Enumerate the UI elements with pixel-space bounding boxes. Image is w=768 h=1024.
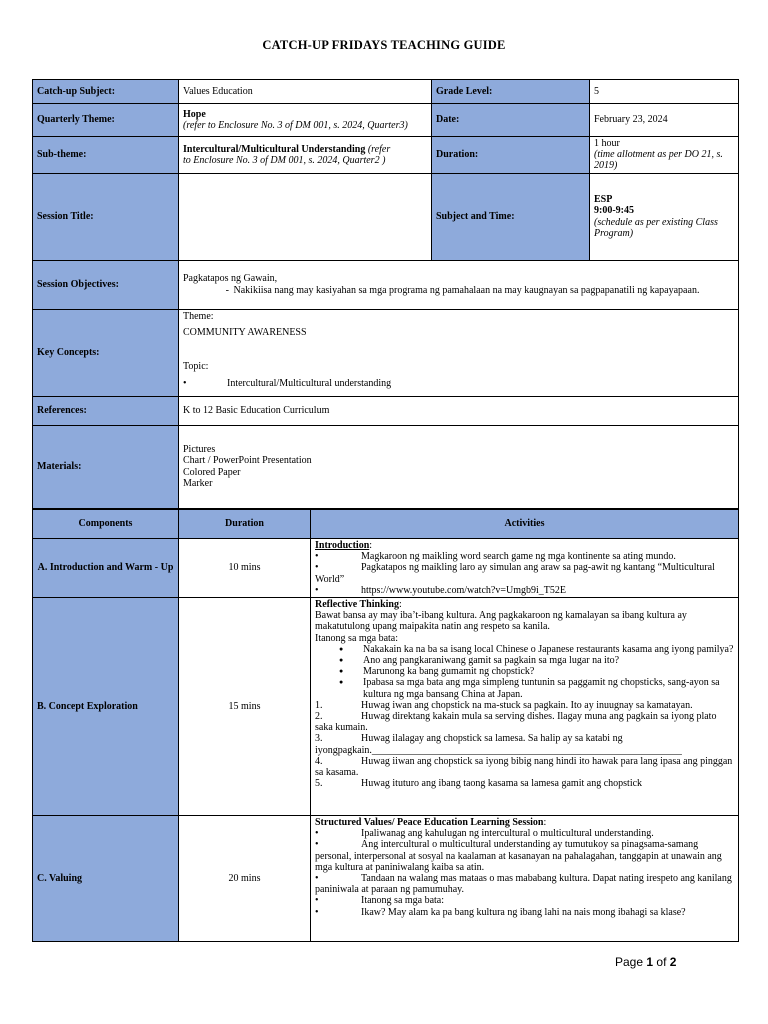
rule-text: Huwag ituturo ang ibang taong kasama sa lamesa gamit ang chopstick <box>361 778 643 790</box>
material-item: Chart / PowerPoint Presentation <box>183 455 312 467</box>
duration-cell <box>590 137 739 174</box>
valuing-marker: • <box>315 873 319 885</box>
materials-cell <box>179 425 739 508</box>
theme-value: Hope <box>183 108 206 120</box>
subtheme-note-a: (refer <box>365 143 391 155</box>
valuing-item-row <box>315 907 734 918</box>
components-table <box>32 509 739 942</box>
subtheme-note-b: to Enclosure No. 3 of DM 001, s. 2024, Quarter2 ) <box>183 154 386 166</box>
key-topic-marker: • <box>183 378 187 390</box>
valuing-marker: • <box>315 906 319 918</box>
page-title: CATCH-UP FRIDAYS TEACHING GUIDE <box>262 38 506 52</box>
concept-rule <box>315 756 734 778</box>
key-theme-label: Theme: <box>183 310 214 322</box>
subject-time-subject: ESP <box>594 194 613 206</box>
activities-header: Activities <box>311 510 739 539</box>
objectives-item-row <box>183 285 734 296</box>
key-topic-row <box>183 378 734 389</box>
subject-value: Values Education <box>179 80 432 104</box>
valuing-activities <box>311 816 739 942</box>
material-item: Colored Paper <box>183 466 241 478</box>
theme-cell <box>179 104 432 137</box>
intro-label: A. Introduction and Warm - Up <box>33 539 179 598</box>
rule-text: Huwag iiwan ang chopstick sa iyong bibig nang hindi ito hawak para lang ipasa ang pinggan sa kasama. <box>315 755 733 779</box>
valuing-item-row <box>315 895 734 906</box>
concept-rule <box>315 733 734 755</box>
valuing-item: Ang intercultural o multicultural understanding ay tumutukoy sa pinagsama-samang personal, interpersonal at sosyal na kaalaman at kasanayan na pahalagahan, tanggapin at unawain ang mga kultura at paniniwalang kaiba sa atin. <box>315 839 722 873</box>
key-topic-value: Intercultural/Multicultural understanding <box>227 378 392 390</box>
intro-item: Pagkatapos ng maikling laro ay simulan ang araw sa pag-awit ng kantang “Multicultural World” <box>315 562 715 585</box>
subject-time-note: (schedule as per existing Class Program) <box>594 216 718 239</box>
rule-text: Huwag ilalagay ang chopstick sa lamesa. Sa halip ay sa katabi ng iyongpagkain.______________________________________________________________ <box>315 733 682 756</box>
valuing-duration: 20 mins <box>179 816 311 942</box>
valuing-heading-suffix: : <box>543 817 547 829</box>
valuing-item: Itanong sa mga bata: <box>361 895 445 907</box>
material-item: Marker <box>183 477 213 489</box>
intro-item-row <box>315 551 734 562</box>
date-label: Date: <box>432 104 590 137</box>
references-value: K to 12 Basic Education Curriculum <box>179 396 739 425</box>
intro-item-row <box>315 585 734 596</box>
intro-item-row <box>315 562 734 584</box>
intro-link[interactable]: https://www.youtube.com/watch?v=Umgb9i_T52E <box>361 584 566 596</box>
concept-heading-suffix: : <box>398 599 402 611</box>
valuing-item: Tandaan na walang mas mataas o mas mababang kultura. Dapat nating irespeto ang kanilang paniniwala at paraan ng pamumuhay. <box>315 873 732 896</box>
intro-item: Magkaroon ng maikling word search game ng mga kontinente sa ating mundo. <box>361 551 676 563</box>
objectives-cell <box>179 260 739 309</box>
rule-number: 4. <box>315 755 323 767</box>
objectives-intro: Pagkatapos ng Gawain, <box>183 273 278 285</box>
valuing-item-row <box>315 839 734 873</box>
page-indicator <box>615 955 676 969</box>
duration-header: Duration <box>179 510 311 539</box>
concept-heading: Reflective Thinking <box>315 599 399 611</box>
intro-activities <box>311 539 739 598</box>
valuing-marker: • <box>315 828 319 840</box>
of-word: of <box>656 955 667 969</box>
key-concepts-label: Key Concepts: <box>33 309 179 396</box>
grade-value: 5 <box>590 80 739 104</box>
concept-duration: 15 mins <box>179 598 311 816</box>
duration-value: 1 hour <box>594 138 620 149</box>
subtheme-value: Intercultural/Multicultural Understanding <box>183 143 366 155</box>
subject-time-label: Subject and Time: <box>432 173 590 260</box>
concept-question: ● Ipabasa sa mga bata ang mga simpleng tuntunin sa paggamit ng chopsticks, sang-ayon sa kultura ng mga bansang China at Japan. <box>315 677 734 699</box>
rule-number: 5. <box>315 778 323 790</box>
theme-label: Quarterly Theme: <box>33 104 179 137</box>
concept-rule <box>315 700 734 711</box>
valuing-item: Ikaw? May alam ka pa bang kultura ng ibang lahi na nais mong ibahagi sa klase? <box>361 906 686 918</box>
total-pages: 2 <box>669 955 677 969</box>
concept-rule <box>315 711 734 733</box>
concept-ask: Itanong sa mga bata: <box>315 632 399 644</box>
valuing-item-row <box>315 873 734 895</box>
subject-time-time: 9:00-9:45 <box>594 205 634 217</box>
intro-marker: • <box>315 584 319 596</box>
key-topic-label: Topic: <box>183 361 209 373</box>
objectives-marker: - <box>225 284 229 296</box>
materials-label: Materials: <box>33 425 179 508</box>
key-concepts-cell <box>179 309 739 396</box>
valuing-heading: Structured Values/ Peace Education Learning Session <box>315 817 544 829</box>
intro-heading: Introduction <box>315 540 370 551</box>
valuing-item: Ipaliwanag ang kahulugan ng intercultural o multicultural understanding. <box>361 828 654 840</box>
objectives-item: Nakikiisa nang may kasiyahan sa mga programa ng pamahalaan na may kaugnayan sa pagpapanatili ng kapayapaan. <box>233 284 700 296</box>
valuing-label: C. Valuing <box>33 816 179 942</box>
concept-question: ● Marunong ka bang gumamit ng chopstick? <box>315 666 734 677</box>
rule-number: 1. <box>315 699 323 711</box>
session-title-label: Session Title: <box>33 173 179 260</box>
date-value: February 23, 2024 <box>590 104 739 137</box>
concept-question: ● Ano ang pangkaraniwang gamit sa pagkain sa mga lugar na ito? <box>315 655 734 666</box>
concept-para: Bawat bansa ay may iba’t-ibang kultura. Ang pagkakaroon ng kamalayan sa ibang kultura ay makatutulong upang maipakita natin ang respeto sa kanila. <box>315 610 687 633</box>
theme-note: (refer to Enclosure No. 3 of DM 001, s. 2024, Quarter3) <box>183 120 408 131</box>
concept-label: B. Concept Exploration <box>33 598 179 816</box>
page-word: Page <box>615 955 644 969</box>
intro-duration: 10 mins <box>179 539 311 598</box>
material-item: Pictures <box>183 444 216 456</box>
valuing-marker: • <box>315 895 319 907</box>
subtheme-label: Sub-theme: <box>33 137 179 174</box>
rule-text: Huwag iwan ang chopstick na ma-stuck sa pagkain. Ito ay inuugnay sa kamatayan. <box>361 699 693 711</box>
subject-label: Catch-up Subject: <box>33 80 179 104</box>
concept-rule <box>315 778 734 789</box>
references-label: References: <box>33 396 179 425</box>
current-page: 1 <box>646 955 654 969</box>
subject-time-cell <box>590 173 739 260</box>
objectives-label: Session Objectives: <box>33 260 179 309</box>
rule-number: 2. <box>315 711 323 723</box>
valuing-marker: • <box>315 839 319 851</box>
intro-marker: • <box>315 562 319 574</box>
info-table <box>32 79 739 509</box>
components-header: Components <box>33 510 179 539</box>
duration-label: Duration: <box>432 137 590 174</box>
session-title-value <box>179 173 432 260</box>
grade-label: Grade Level: <box>432 80 590 104</box>
intro-marker: • <box>315 551 319 563</box>
rule-number: 3. <box>315 733 323 745</box>
valuing-item-row <box>315 828 734 839</box>
key-theme-value: COMMUNITY AWARENESS <box>183 326 307 338</box>
rule-text: Huwag direktang kakain mula sa serving dishes. Ilagay muna ang pagkain sa iyong plato saka kumain. <box>315 711 717 734</box>
duration-note: (time allotment as per DO 21, s. 2019) <box>594 149 723 172</box>
concept-question: ● Nakakain ka na ba sa isang local Chinese o Japanese restaurants kasama ang iyong pamilya? <box>315 644 734 655</box>
intro-heading-suffix: : <box>369 540 373 551</box>
concept-activities <box>311 598 739 816</box>
subtheme-cell <box>179 137 432 174</box>
